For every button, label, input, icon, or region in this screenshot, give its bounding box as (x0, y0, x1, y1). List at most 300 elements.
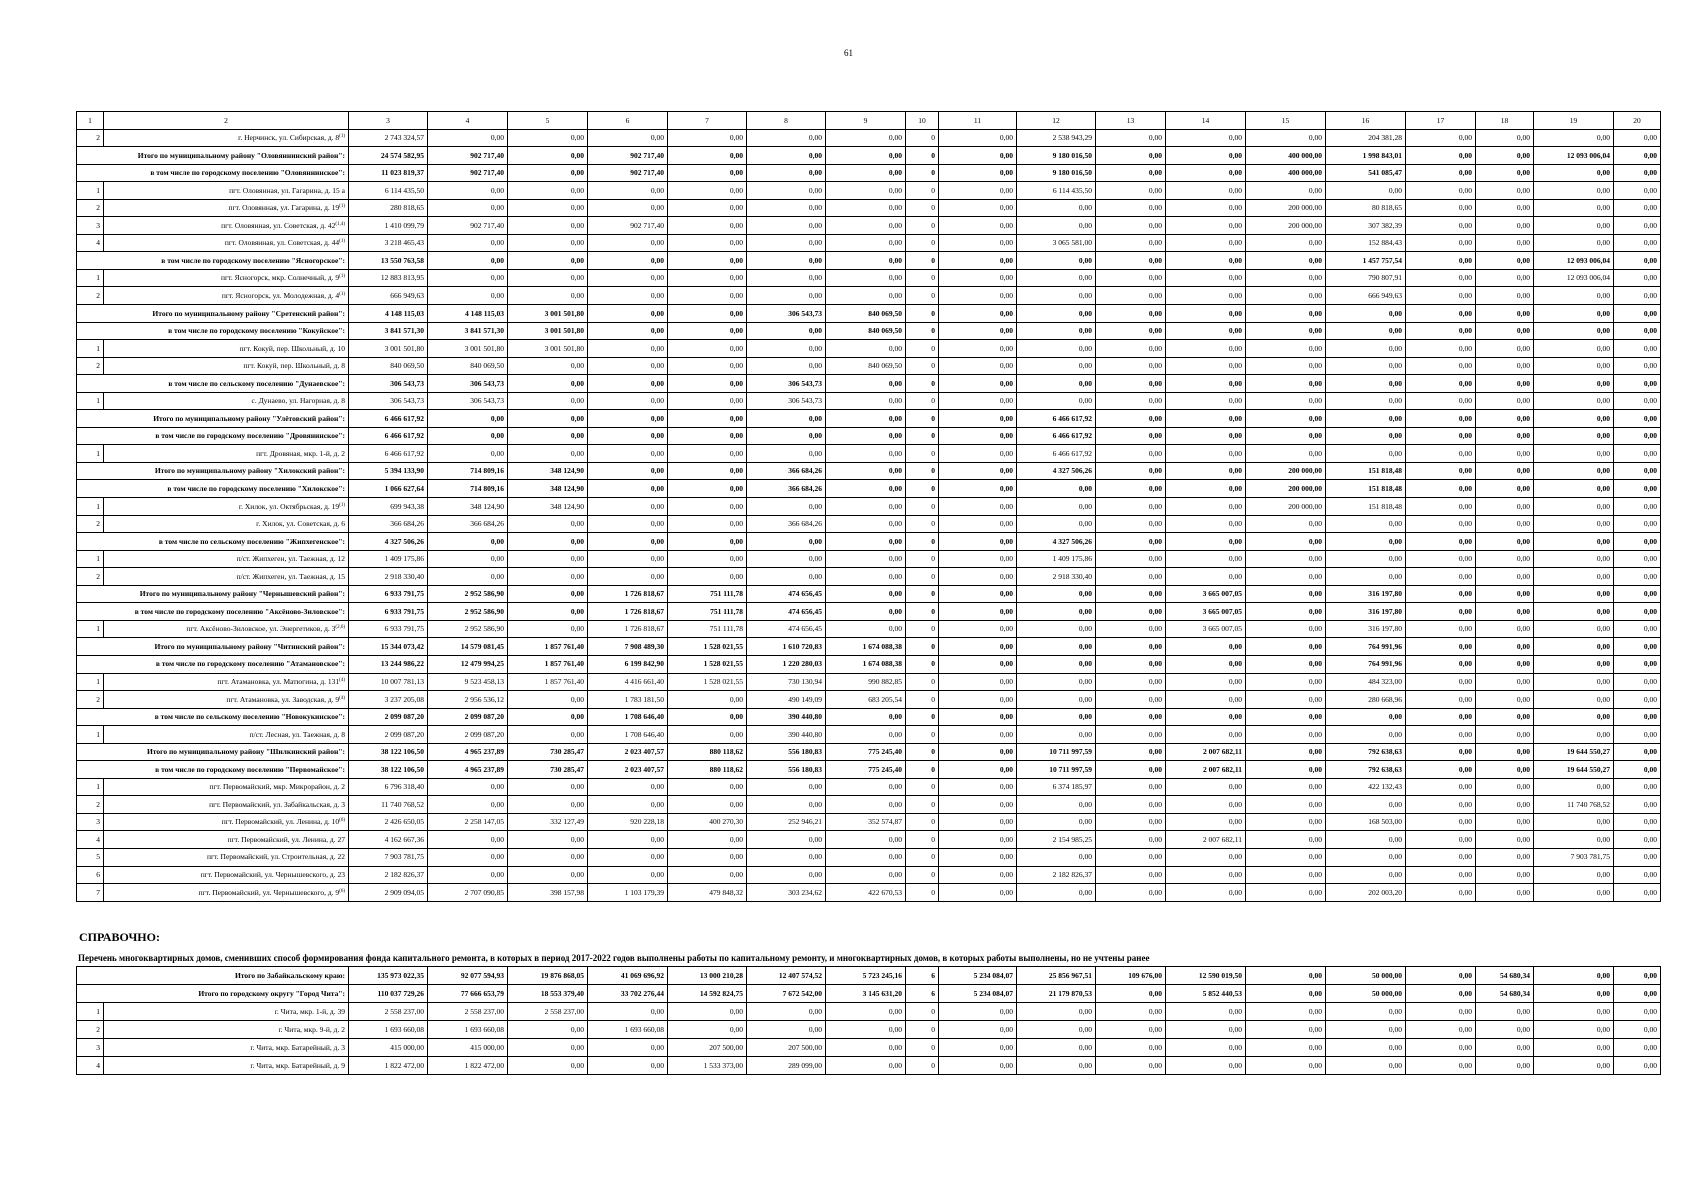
value-cell: 666 949,63 (349, 287, 428, 305)
value-cell: 0,00 (939, 620, 1017, 638)
value-cell: 0,00 (1096, 1003, 1166, 1021)
value-cell: 0,00 (939, 726, 1017, 744)
value-cell: 0,00 (1017, 199, 1096, 217)
value-cell: 0,00 (508, 199, 588, 217)
value-cell: 0,00 (1476, 410, 1534, 428)
value-cell: 316 197,80 (1326, 603, 1406, 621)
value-cell: 0,00 (668, 287, 747, 305)
value-cell: 0,00 (1166, 813, 1246, 831)
table-row (77, 673, 1661, 691)
value-cell: 0,00 (747, 147, 826, 165)
address-cell (104, 445, 349, 463)
subtotal-row (77, 252, 1661, 270)
value-cell: 4 148 115,03 (428, 305, 508, 323)
value-cell: 0,00 (1406, 848, 1476, 866)
value-cell: 0,00 (668, 129, 747, 147)
value-cell: 0 (906, 357, 939, 375)
value-cell: 0,00 (1246, 129, 1326, 147)
value-cell: 0,00 (1246, 322, 1326, 340)
value-cell: 2 558 237,00 (508, 1003, 588, 1021)
value-cell: 0,00 (1166, 1003, 1246, 1021)
value-cell: 6 933 791,75 (349, 620, 428, 638)
value-cell: 0,00 (939, 603, 1017, 621)
address-cell (104, 357, 349, 375)
row-name-cell: Итого по городскому округу "Город Чита": (77, 985, 349, 1003)
table-row (77, 726, 1661, 744)
address-cell (104, 1039, 349, 1057)
value-cell: 0,00 (1406, 322, 1476, 340)
value-cell: 0,00 (1246, 813, 1326, 831)
value-cell: 0,00 (1326, 568, 1406, 586)
value-cell: 2 099 087,20 (349, 708, 428, 726)
row-name-cell: в том числе по городскому поселению "Первомайское": (77, 761, 349, 779)
row-name-cell: Итого по муниципальному району "Оловяннинский район": (77, 147, 349, 165)
value-cell: 0,00 (1166, 778, 1246, 796)
value-cell: 0,00 (1534, 305, 1614, 323)
value-cell: 0,00 (939, 673, 1017, 691)
value-cell: 0 (906, 655, 939, 673)
subtotal-row (77, 533, 1661, 551)
value-cell: 0 (906, 533, 939, 551)
value-cell: 0,00 (1017, 638, 1096, 656)
value-cell: 0,00 (1096, 392, 1166, 410)
value-cell: 0 (906, 182, 939, 200)
subtotal-row (77, 375, 1661, 393)
row-number-cell: 2 (77, 129, 104, 147)
value-cell: 0,00 (1096, 427, 1166, 445)
value-cell: 24 574 582,95 (349, 147, 428, 165)
value-cell: 0,00 (668, 375, 747, 393)
value-cell: 0,00 (747, 778, 826, 796)
value-cell: 1 726 818,67 (588, 585, 668, 603)
value-cell: 0,00 (1406, 1039, 1476, 1057)
value-cell: 1 674 088,38 (826, 638, 906, 656)
value-cell: 0,00 (1246, 743, 1326, 761)
value-cell: 306 543,73 (428, 375, 508, 393)
value-cell: 0,00 (1534, 831, 1614, 849)
value-cell: 0,00 (1476, 1003, 1534, 1021)
value-cell: 366 684,26 (349, 515, 428, 533)
value-cell: 0,00 (1246, 550, 1326, 568)
value-cell: 0 (906, 164, 939, 182)
value-cell: 902 717,40 (428, 147, 508, 165)
header-cell: 10 (906, 112, 939, 130)
value-cell: 0,00 (1326, 1021, 1406, 1039)
value-cell: 0,00 (826, 252, 906, 270)
value-cell: 0,00 (1534, 884, 1614, 902)
value-cell: 0,00 (1406, 480, 1476, 498)
value-cell: 0 (906, 462, 939, 480)
value-cell: 0,00 (508, 568, 588, 586)
value-cell: 0,00 (1476, 515, 1534, 533)
value-cell: 0,00 (1096, 252, 1166, 270)
value-cell: 0,00 (1406, 427, 1476, 445)
value-cell: 0,00 (508, 234, 588, 252)
value-cell: 0,00 (1166, 498, 1246, 516)
value-cell: 0,00 (508, 217, 588, 235)
value-cell: 699 943,38 (349, 498, 428, 516)
value-cell: 0,00 (747, 796, 826, 814)
address-cell (104, 1057, 349, 1075)
address-cell (104, 550, 349, 568)
value-cell: 398 157,98 (508, 884, 588, 902)
value-cell: 0,00 (826, 462, 906, 480)
value-cell: 0,00 (1166, 375, 1246, 393)
value-cell: 0,00 (1096, 884, 1166, 902)
value-cell: 0 (906, 269, 939, 287)
value-cell: 0,00 (1017, 813, 1096, 831)
value-cell: 0,00 (1246, 305, 1326, 323)
value-cell: 2 099 087,20 (349, 726, 428, 744)
value-cell: 0 (906, 427, 939, 445)
value-cell: 306 543,73 (747, 375, 826, 393)
value-cell: 18 553 379,40 (508, 985, 588, 1003)
value-cell: 7 903 781,75 (349, 848, 428, 866)
value-cell: 0,00 (588, 778, 668, 796)
header-cell: 18 (1476, 112, 1534, 130)
value-cell: 9 180 016,50 (1017, 147, 1096, 165)
value-cell: 0,00 (1534, 480, 1614, 498)
value-cell: 0,00 (939, 1039, 1017, 1057)
value-cell: 0,00 (939, 796, 1017, 814)
value-cell: 0,00 (668, 831, 747, 849)
value-cell: 0,00 (1096, 585, 1166, 603)
value-cell: 0,00 (1614, 550, 1661, 568)
value-cell: 0,00 (1326, 392, 1406, 410)
table-row (77, 691, 1661, 709)
value-cell: 0,00 (1406, 305, 1476, 323)
value-cell: 0,00 (1246, 778, 1326, 796)
value-cell: 0,00 (1476, 585, 1534, 603)
value-cell: 6 114 435,50 (1017, 182, 1096, 200)
value-cell: 0,00 (1246, 585, 1326, 603)
value-cell: 0,00 (1614, 305, 1661, 323)
table-row (77, 498, 1661, 516)
value-cell: 4 965 237,89 (428, 761, 508, 779)
value-cell: 2 707 090,85 (428, 884, 508, 902)
value-cell: 0,00 (1166, 638, 1246, 656)
value-cell: 366 684,26 (747, 480, 826, 498)
address-cell (104, 620, 349, 638)
address-cell (104, 340, 349, 358)
value-cell: 2 909 094,05 (349, 884, 428, 902)
value-cell: 0,00 (1096, 761, 1166, 779)
subtotal-row (77, 638, 1661, 656)
value-cell: 1 783 181,50 (588, 691, 668, 709)
value-cell: 0,00 (1096, 638, 1166, 656)
value-cell: 0,00 (1534, 217, 1614, 235)
value-cell: 0,00 (1017, 673, 1096, 691)
address-text: пгт. Первомайский, ул. Чернышевского, д. 23 (200, 870, 345, 880)
address-text: п/ст. Жипхеген, ул. Таежная, д. 12 (236, 554, 345, 564)
value-cell: 348 124,90 (508, 498, 588, 516)
value-cell: 0,00 (1096, 985, 1166, 1003)
value-cell: 0,00 (1534, 550, 1614, 568)
value-cell: 0,00 (1534, 638, 1614, 656)
value-cell: 0,00 (1614, 603, 1661, 621)
value-cell: 0,00 (1534, 1021, 1614, 1039)
value-cell: 2 918 330,40 (1017, 568, 1096, 586)
value-cell: 0,00 (826, 778, 906, 796)
value-cell: 0,00 (428, 778, 508, 796)
value-cell: 0,00 (1096, 796, 1166, 814)
value-cell: 0,00 (1534, 691, 1614, 709)
value-cell: 202 003,20 (1326, 884, 1406, 902)
value-cell: 0,00 (1476, 813, 1534, 831)
value-cell: 0,00 (1406, 375, 1476, 393)
row-number-cell: 6 (77, 866, 104, 884)
value-cell: 0,00 (508, 726, 588, 744)
value-cell: 902 717,40 (588, 217, 668, 235)
value-cell: 990 882,85 (826, 673, 906, 691)
value-cell: 0 (906, 217, 939, 235)
value-cell: 714 809,16 (428, 462, 508, 480)
value-cell: 0,00 (1406, 515, 1476, 533)
value-cell: 0,00 (1166, 1057, 1246, 1075)
value-cell: 0,00 (1534, 655, 1614, 673)
value-cell: 0,00 (826, 1003, 906, 1021)
value-cell: 0,00 (939, 691, 1017, 709)
row-number-cell: 2 (77, 691, 104, 709)
value-cell: 0,00 (1534, 620, 1614, 638)
value-cell: 0,00 (1017, 1039, 1096, 1057)
row-number-cell: 1 (77, 392, 104, 410)
value-cell: 0 (906, 1057, 939, 1075)
value-cell: 422 670,53 (826, 884, 906, 902)
value-cell: 0,00 (747, 1021, 826, 1039)
value-cell: 0 (906, 129, 939, 147)
value-cell: 0,00 (826, 147, 906, 165)
value-cell: 0,00 (668, 568, 747, 586)
value-cell: 0,00 (1476, 848, 1534, 866)
address-cell (104, 1021, 349, 1039)
row-number-cell: 1 (77, 340, 104, 358)
row-number-cell: 2 (77, 287, 104, 305)
value-cell: 0,00 (508, 1039, 588, 1057)
value-cell: 0,00 (939, 761, 1017, 779)
value-cell: 0,00 (668, 322, 747, 340)
value-cell: 0,00 (588, 129, 668, 147)
value-cell: 348 124,90 (508, 480, 588, 498)
row-name-cell: в том числе по городскому поселению "Аксёново-Зиловское": (77, 603, 349, 621)
header-cell: 11 (939, 112, 1017, 130)
address-cell (104, 568, 349, 586)
value-cell: 0,00 (588, 1003, 668, 1021)
page-number: 61 (844, 48, 853, 58)
value-cell: 0,00 (1406, 287, 1476, 305)
value-cell: 0,00 (1476, 392, 1534, 410)
table-row (77, 340, 1661, 358)
address-text: пгт. Первомайский, мкр. Микрорайон, д. 2 (209, 782, 345, 792)
value-cell: 0,00 (1246, 340, 1326, 358)
row-name-cell: в том числе по городскому поселению "Атамановское": (77, 655, 349, 673)
value-cell: 0,00 (826, 1057, 906, 1075)
table-row (77, 217, 1661, 235)
value-cell: 0,00 (508, 1057, 588, 1075)
value-cell: 0,00 (1096, 813, 1166, 831)
value-cell: 0,00 (747, 269, 826, 287)
subtotal-row (77, 967, 1661, 985)
value-cell: 0,00 (1017, 796, 1096, 814)
value-cell: 4 327 506,26 (349, 533, 428, 551)
value-cell: 0,00 (1476, 322, 1534, 340)
value-cell: 0,00 (508, 445, 588, 463)
value-cell: 0,00 (1246, 831, 1326, 849)
value-cell: 0,00 (1614, 1057, 1661, 1075)
value-cell: 1 857 761,40 (508, 655, 588, 673)
value-cell: 6 466 617,92 (1017, 410, 1096, 428)
value-cell: 0,00 (1326, 550, 1406, 568)
address-text: пгт. Первомайский, ул. Чернышевского, д. 9 (198, 887, 340, 897)
value-cell: 0,00 (1534, 708, 1614, 726)
value-cell: 6 (906, 985, 939, 1003)
value-cell: 0 (906, 340, 939, 358)
value-cell: 0,00 (939, 427, 1017, 445)
value-cell: 0,00 (668, 217, 747, 235)
value-cell: 0,00 (747, 252, 826, 270)
value-cell: 840 069,50 (826, 357, 906, 375)
value-cell: 0,00 (1246, 761, 1326, 779)
row-number-cell: 1 (77, 1003, 104, 1021)
value-cell: 0,00 (1246, 182, 1326, 200)
value-cell: 0 (906, 480, 939, 498)
value-cell: 0,00 (668, 410, 747, 428)
value-cell: 6 466 617,92 (1017, 445, 1096, 463)
value-cell: 0,00 (668, 340, 747, 358)
value-cell: 0,00 (1534, 322, 1614, 340)
value-cell: 0,00 (1614, 269, 1661, 287)
value-cell: 2 538 943,29 (1017, 129, 1096, 147)
value-cell: 12 479 994,25 (428, 655, 508, 673)
value-cell: 0,00 (747, 550, 826, 568)
value-cell: 0,00 (1406, 726, 1476, 744)
value-cell: 902 717,40 (428, 217, 508, 235)
value-cell: 0,00 (1614, 533, 1661, 551)
value-cell: 0,00 (1096, 147, 1166, 165)
value-cell: 0 (906, 568, 939, 586)
address-text: г. Хилок, ул. Советская, д. 6 (256, 519, 345, 529)
value-cell: 0,00 (1614, 1003, 1661, 1021)
value-cell: 0,00 (1166, 462, 1246, 480)
value-cell: 0,00 (588, 199, 668, 217)
value-cell: 0,00 (1476, 147, 1534, 165)
row-name-cell: Итого по муниципальному району "Хилокский район": (77, 462, 349, 480)
value-cell: 0,00 (1096, 199, 1166, 217)
value-cell: 0 (906, 796, 939, 814)
value-cell: 0,00 (668, 147, 747, 165)
row-number-cell: 1 (77, 550, 104, 568)
value-cell: 0,00 (668, 848, 747, 866)
value-cell: 0,00 (1614, 691, 1661, 709)
value-cell: 0,00 (1246, 533, 1326, 551)
value-cell: 0,00 (1534, 129, 1614, 147)
value-cell: 0,00 (1096, 498, 1166, 516)
value-cell: 0 (906, 603, 939, 621)
value-cell: 289 099,00 (747, 1057, 826, 1075)
value-cell: 0,00 (1476, 533, 1534, 551)
value-cell: 714 809,16 (428, 480, 508, 498)
value-cell: 0,00 (939, 199, 1017, 217)
value-cell: 38 122 106,50 (349, 761, 428, 779)
value-cell: 0,00 (508, 831, 588, 849)
value-cell: 6 (906, 967, 939, 985)
value-cell: 0,00 (1096, 182, 1166, 200)
value-cell: 0,00 (1246, 234, 1326, 252)
reference-subtitle: Перечень многоквартирных домов, сменивших способ формирования фонда капитального ремонта, в которых в период 2017-2022 годов выполнены работы по капитальному ремонту, и многоквартирных домов, в которых работы выполнены, но не учтены ранее (78, 953, 1150, 963)
address-text: пгт. Атамановка, ул. Матюгина, д. 131 (217, 677, 340, 687)
value-cell: 0,00 (939, 392, 1017, 410)
value-cell: 0,00 (668, 234, 747, 252)
value-cell: 0,00 (1476, 445, 1534, 463)
value-cell: 0,00 (1166, 515, 1246, 533)
value-cell: 0,00 (588, 848, 668, 866)
value-cell: 280 668,96 (1326, 691, 1406, 709)
value-cell: 0,00 (1614, 761, 1661, 779)
value-cell: 0 (906, 322, 939, 340)
value-cell: 3 001 501,80 (508, 322, 588, 340)
value-cell: 0,00 (1246, 603, 1326, 621)
value-cell: 474 656,45 (747, 603, 826, 621)
address-text: пгт. Ясногорск, ул. Молодежная, д. 4 (221, 290, 340, 300)
value-cell: 4 965 237,89 (428, 743, 508, 761)
value-cell: 0,00 (1017, 269, 1096, 287)
value-cell: 0,00 (1614, 445, 1661, 463)
row-number-cell: 2 (77, 199, 104, 217)
value-cell: 0,00 (1326, 848, 1406, 866)
address-text: с. Дунаево, ул. Нагорная, д. 8 (251, 396, 345, 406)
value-cell: 0,00 (1326, 515, 1406, 533)
value-cell: 0,00 (1246, 445, 1326, 463)
table-row (77, 866, 1661, 884)
value-cell: 0,00 (1614, 1039, 1661, 1057)
value-cell: 0,00 (1017, 375, 1096, 393)
value-cell: 0,00 (747, 831, 826, 849)
value-cell: 12 590 019,50 (1166, 967, 1246, 985)
value-cell: 2 558 237,00 (428, 1003, 508, 1021)
value-cell: 0,00 (939, 1057, 1017, 1075)
value-cell: 0,00 (1096, 340, 1166, 358)
value-cell: 80 818,65 (1326, 199, 1406, 217)
value-cell: 556 180,83 (747, 743, 826, 761)
value-cell: 0,00 (747, 234, 826, 252)
value-cell: 0,00 (1406, 638, 1476, 656)
value-cell: 0,00 (1614, 673, 1661, 691)
value-cell: 0,00 (668, 427, 747, 445)
value-cell: 0,00 (1476, 603, 1534, 621)
value-cell: 0,00 (1476, 884, 1534, 902)
address-cell (104, 199, 349, 217)
value-cell: 0,00 (939, 287, 1017, 305)
value-cell: 0,00 (1326, 1039, 1406, 1057)
value-cell: 0,00 (508, 585, 588, 603)
value-cell: 0,00 (1476, 129, 1534, 147)
value-cell: 0,00 (1166, 550, 1246, 568)
value-cell: 7 903 781,75 (1534, 848, 1614, 866)
value-cell: 920 228,18 (588, 813, 668, 831)
value-cell: 0,00 (668, 269, 747, 287)
value-cell: 764 991,96 (1326, 638, 1406, 656)
value-cell: 400 000,00 (1246, 164, 1326, 182)
value-cell: 0,00 (1246, 427, 1326, 445)
value-cell: 0,00 (826, 568, 906, 586)
value-cell: 0,00 (1017, 620, 1096, 638)
value-cell: 0,00 (1406, 269, 1476, 287)
header-cell: 12 (1017, 112, 1096, 130)
value-cell: 0 (906, 287, 939, 305)
value-cell: 332 127,49 (508, 813, 588, 831)
value-cell: 0,00 (588, 392, 668, 410)
value-cell: 0,00 (428, 550, 508, 568)
